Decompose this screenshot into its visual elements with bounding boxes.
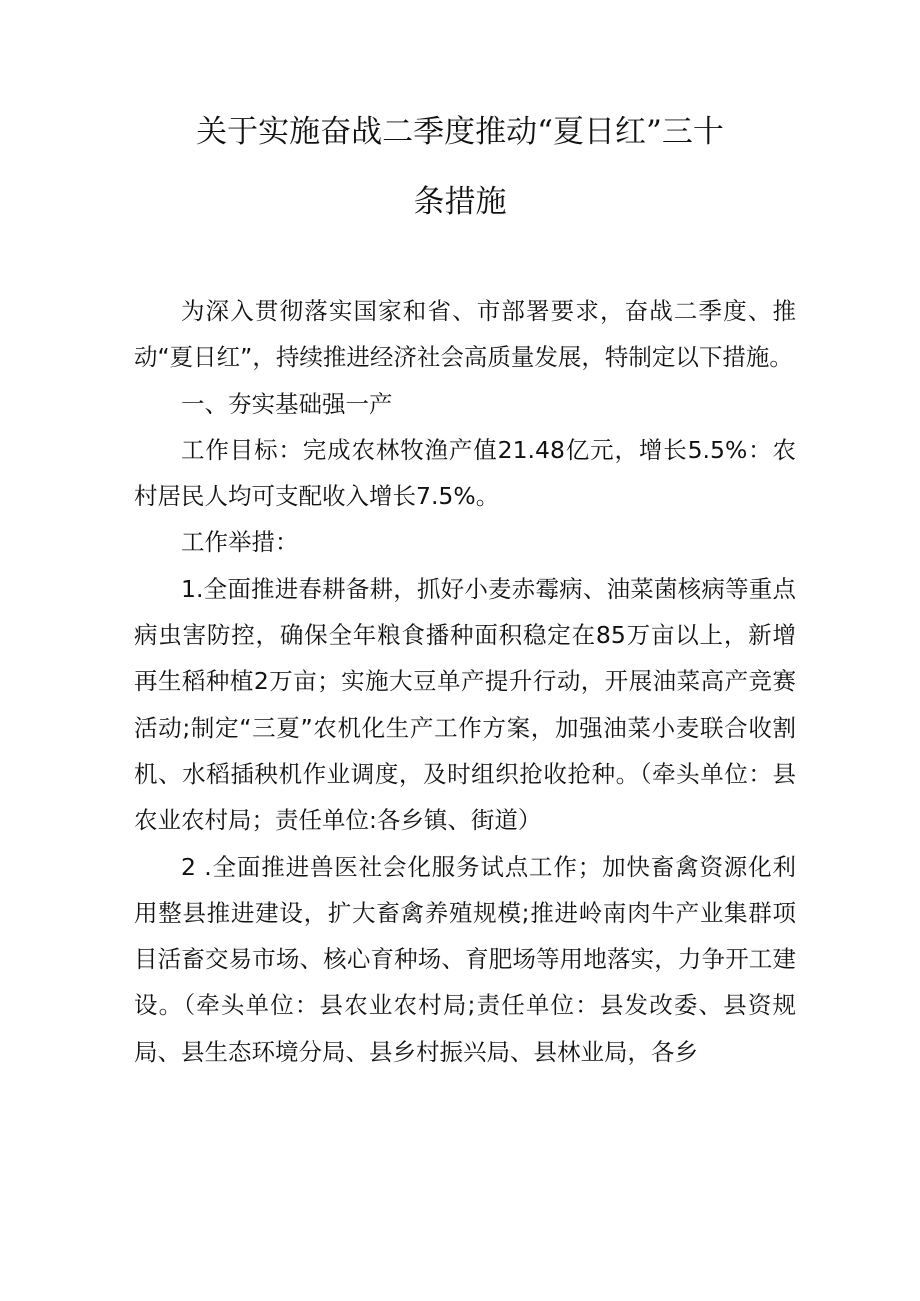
intro-paragraph: 为深入贯彻落实国家和省、市部署要求，奋战二季度、推动“夏日红”，持续推进经济社会高质量发展，特制定以下措施。 [134, 297, 796, 372]
measure-1-paragraph: 1.全面推进春耕备耕，抓好小麦赤霉病、油菜菌核病等重点病虫害防控，确保全年粮食播种面积稳定在85万亩以上，新增再生稻种植2万亩；实施大豆单产提升行动，开展油菜高产竞赛活动;制定“三夏”农机化生产工作方案，加强油菜小麦联合收割机、水稻插秧机作业调度，及时组织抢收抢种。（牵头单位：县农业农村局；责任单位:各乡镇、街道） [134, 574, 796, 835]
section-1-heading: 一、夯实基础强一产 [181, 389, 393, 418]
document-title-line-2: 条措施 [413, 184, 507, 220]
measures-heading: 工作举措： [181, 528, 299, 557]
document-title-line-1: 关于实施奋战二季度推动“夏日红”三十 [196, 114, 724, 150]
goal-paragraph: 工作目标：完成农林牧渔产值21.48亿元，增长5.5%：农村居民人均可支配收入增长7.5%。 [134, 435, 796, 511]
measure-2-paragraph: 2 .全面推进兽医社会化服务试点工作；加快畜禽资源化利用整县推进建设，扩大畜禽养殖规模;推进岭南肉牛产业集群项目活畜交易市场、核心育种场、育肥场等用地落实，力争开工建设。（牵头单位：县农业农村局;责任单位：县发改委、县资规局、县生态环境分局、县乡村振兴局、县林业局，各乡 [134, 852, 796, 1066]
document-body [134, 288, 796, 1075]
